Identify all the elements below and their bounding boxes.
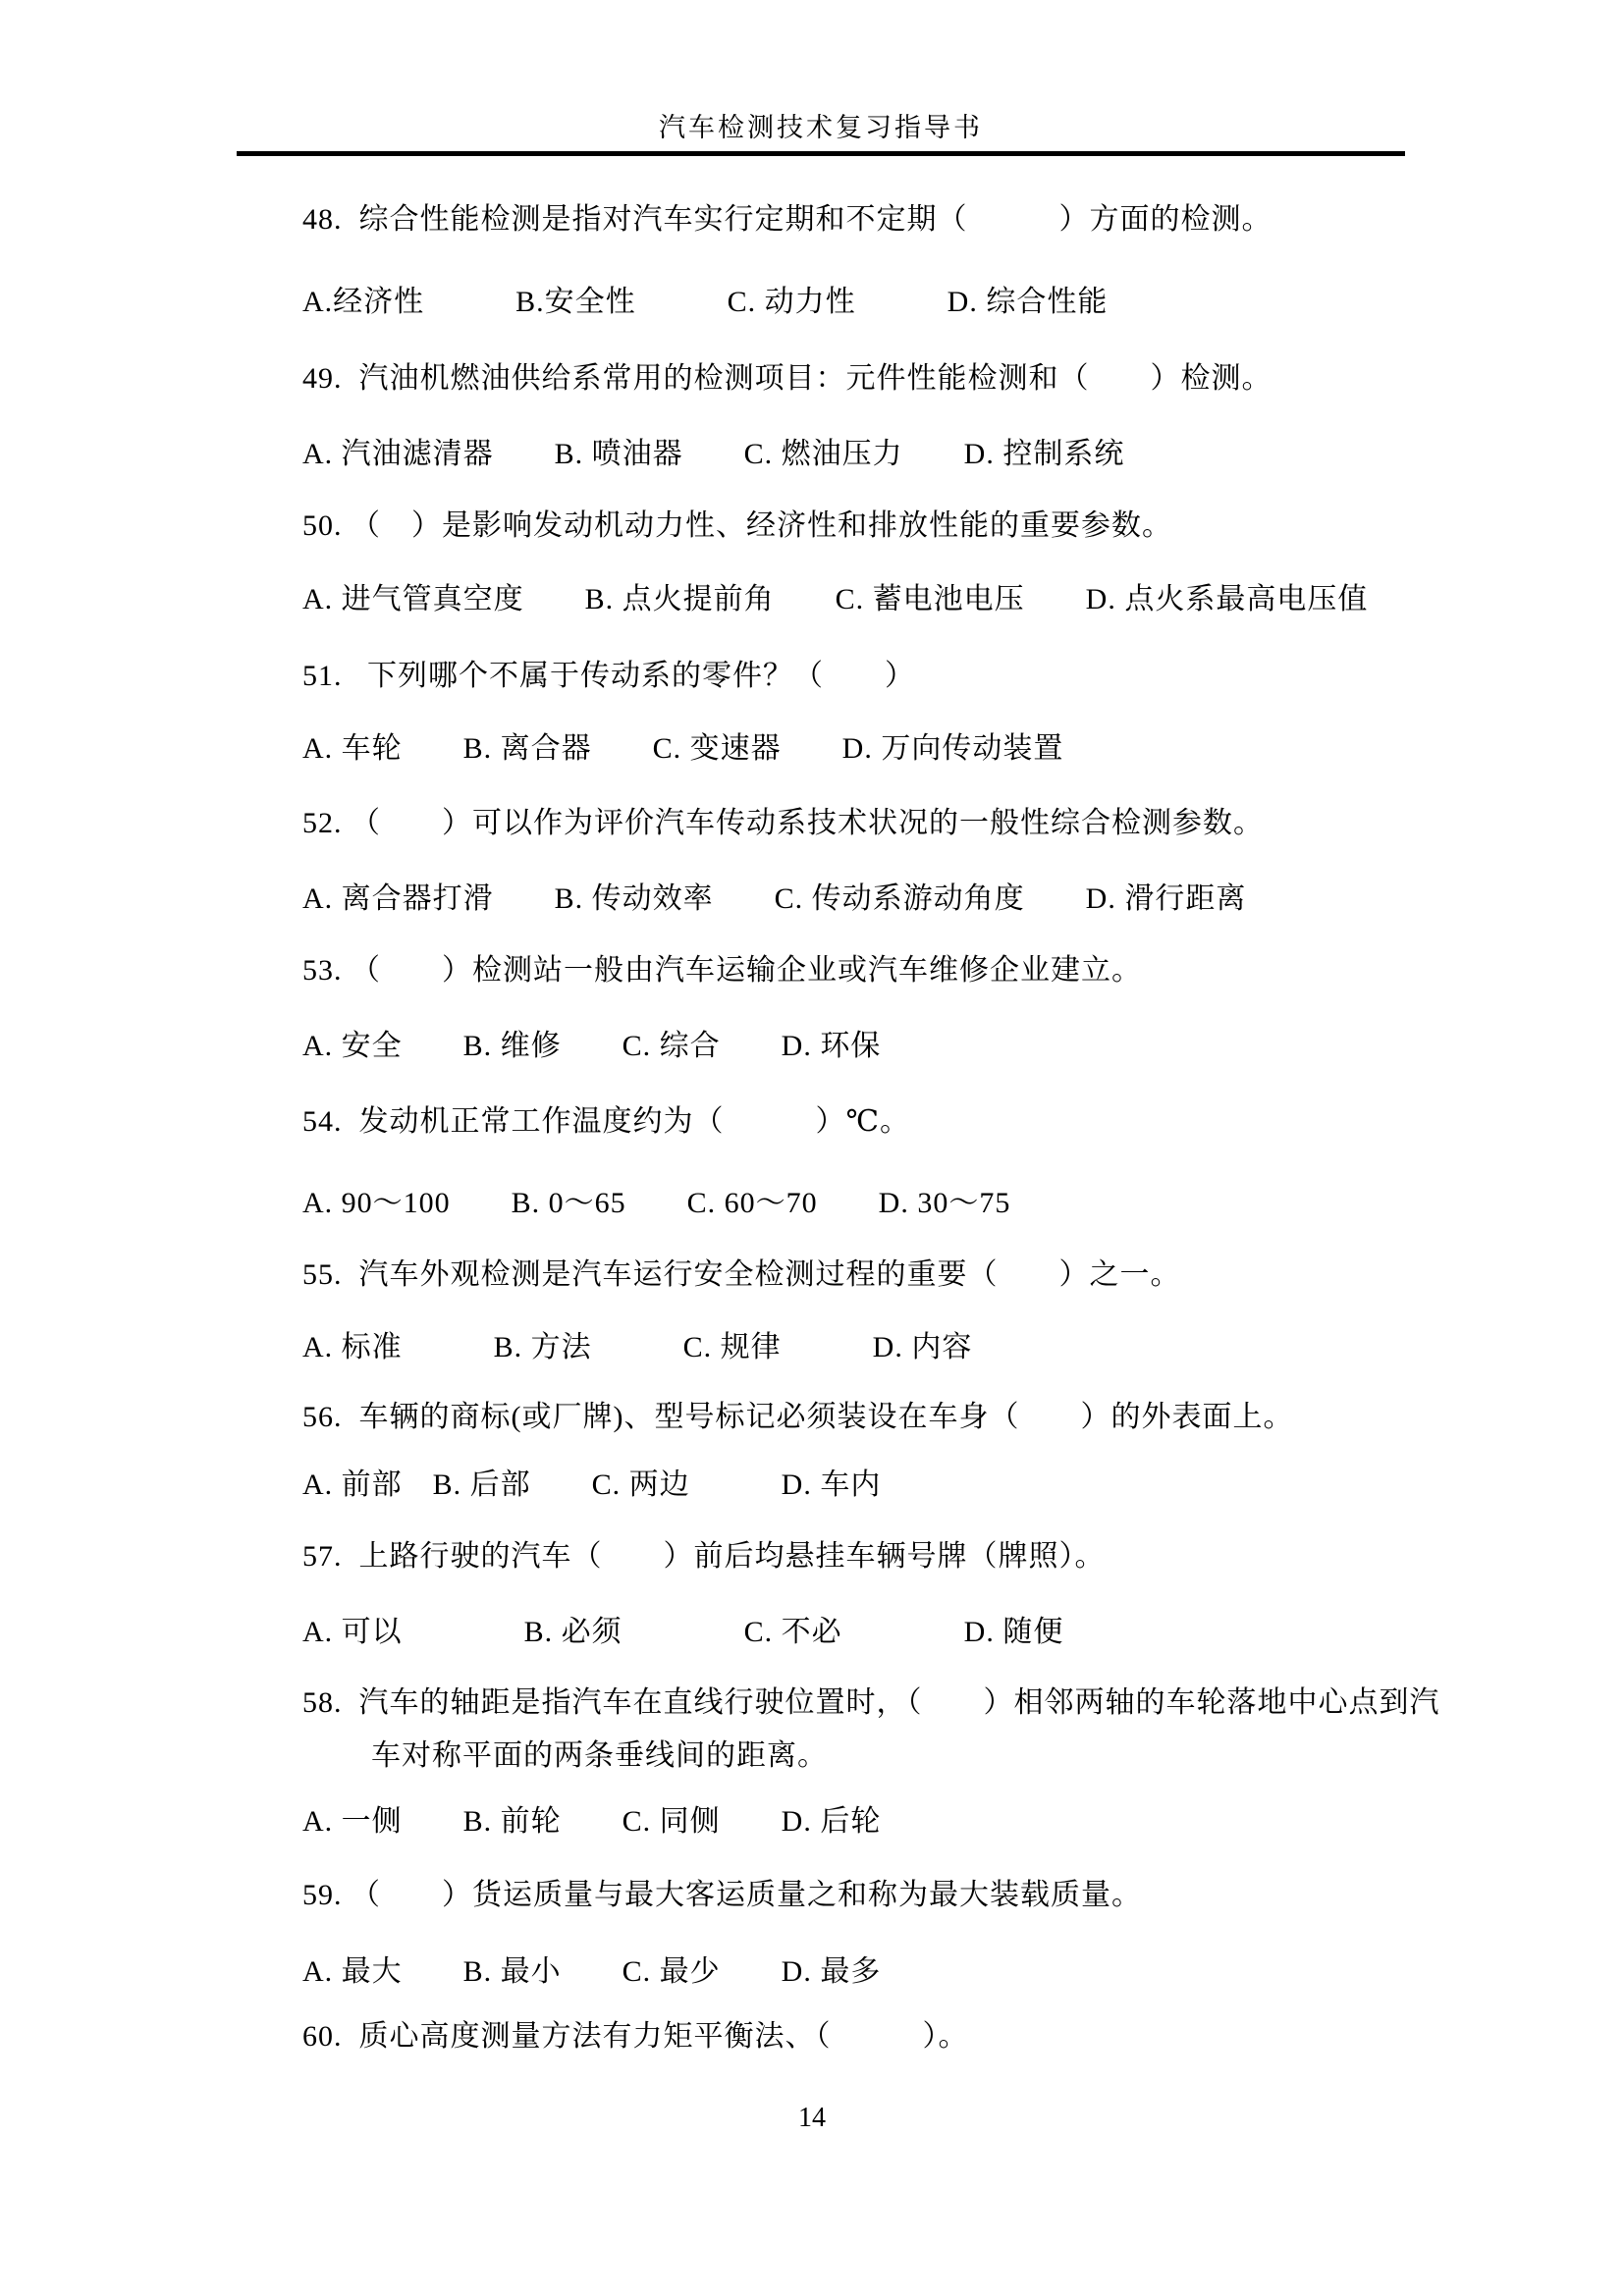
page-header-title: 汽车检测技术复习指导书: [659, 113, 983, 142]
question-56-options: A. 前部 B. 后部 C. 两边 D. 车内: [302, 1468, 882, 1501]
question-53-options: A. 安全 B. 维修 C. 综合 D. 环保: [302, 1030, 882, 1062]
question-54: 54. 发动机正常工作温度约为（ ）℃。: [302, 1105, 911, 1138]
question-50: 50. （ ）是影响发动机动力性、经济性和排放性能的重要参数。: [302, 509, 1172, 542]
question-58-line-1: 58. 汽车的轴距是指汽车在直线行驶位置时，（ ）相邻两轴的车轮落地中心点到汽: [302, 1686, 1440, 1719]
question-51-options: A. 车轮 B. 离合器 C. 变速器 D. 万向传动装置: [302, 732, 1064, 765]
question-49-options: A. 汽油滤清器 B. 喷油器 C. 燃油压力 D. 控制系统: [302, 438, 1125, 470]
question-51: 51. 下列哪个不属于传动系的零件？（ ）: [302, 660, 915, 692]
question-59: 59. （ ）货运质量与最大客运质量之和称为最大装载质量。: [302, 1879, 1142, 1911]
question-57-options: A. 可以 B. 必须 C. 不必 D. 随便: [302, 1616, 1064, 1648]
header-rule: [237, 151, 1405, 156]
question-60: 60. 质心高度测量方法有力矩平衡法、（ ）。: [302, 2020, 969, 2053]
question-54-options: A. 90～100 B. 0～65 C. 60～70 D. 30～75: [302, 1187, 1011, 1219]
question-48: 48. 综合性能检测是指对汽车实行定期和不定期（ ）方面的检测。: [302, 203, 1272, 236]
question-57: 57. 上路行驶的汽车（ ）前后均悬挂车辆号牌（牌照）。: [302, 1540, 1106, 1573]
question-48-options: A.经济性 B.安全性 C. 动力性 D. 综合性能: [302, 286, 1109, 318]
question-55-options: A. 标准 B. 方法 C. 规律 D. 内容: [302, 1331, 973, 1363]
question-58-line-2: 车对称平面的两条垂线间的距离。: [371, 1739, 828, 1772]
question-50-options: A. 进气管真空度 B. 点火提前角 C. 蓄电池电压 D. 点火系最高电压值: [302, 583, 1369, 615]
question-55: 55. 汽车外观检测是汽车运行安全检测过程的重要（ ）之一。: [302, 1258, 1181, 1291]
question-52-options: A. 离合器打滑 B. 传动效率 C. 传动系游动角度 D. 滑行距离: [302, 882, 1247, 915]
question-58-options: A. 一侧 B. 前轮 C. 同侧 D. 后轮: [302, 1805, 882, 1838]
question-53: 53. （ ）检测站一般由汽车运输企业或汽车维修企业建立。: [302, 954, 1142, 987]
question-49: 49. 汽油机燃油供给系常用的检测项目：元件性能检测和（ ）检测。: [302, 362, 1272, 395]
page-number: 14: [798, 2103, 826, 2133]
question-56: 56. 车辆的商标(或厂牌)、型号标记必须装设在车身（ ）的外表面上。: [302, 1401, 1294, 1433]
question-59-options: A. 最大 B. 最小 C. 最少 D. 最多: [302, 1955, 882, 1988]
question-52: 52. （ ）可以作为评价汽车传动系技术状况的一般性综合检测参数。: [302, 807, 1264, 839]
